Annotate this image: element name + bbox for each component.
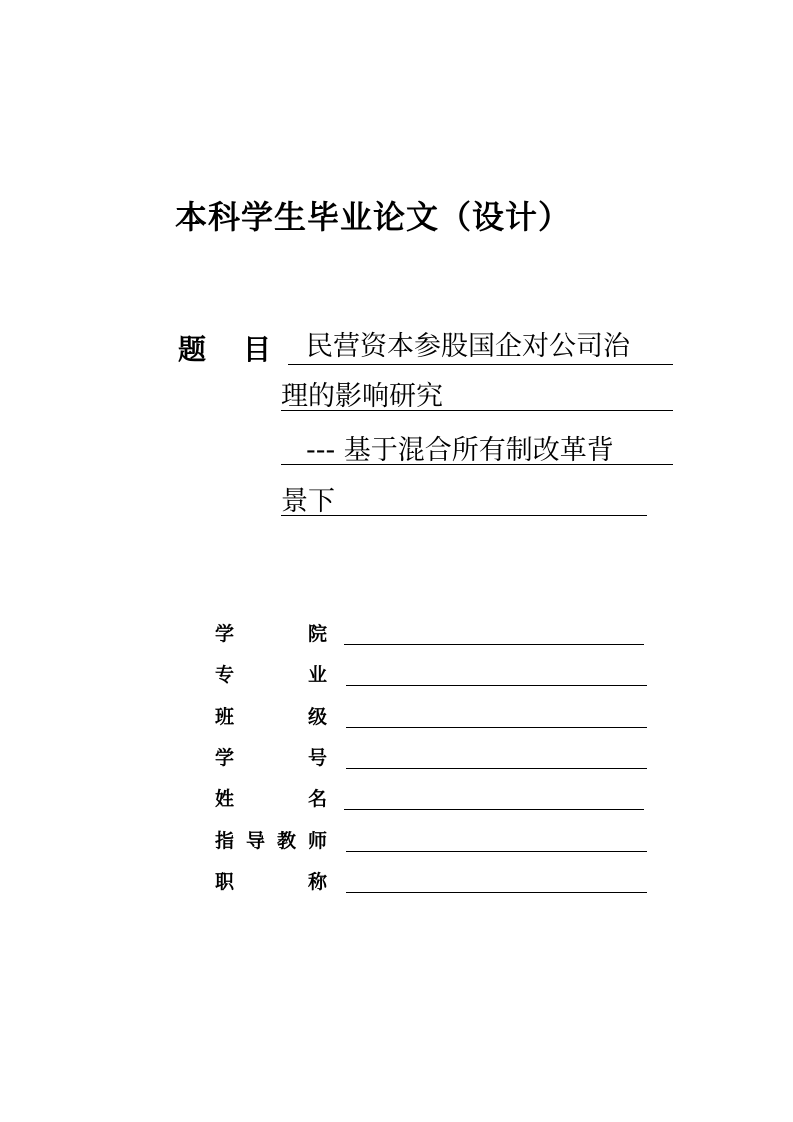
field-student-id-input-line: [346, 768, 647, 769]
field-college-input-line: [344, 644, 644, 645]
topic-line-2: 理的影响研究: [281, 381, 443, 412]
field-advisor-label: 指 导 教 师: [215, 830, 327, 852]
topic-underline-3: [281, 464, 673, 465]
thesis-cover-title: 本科学生毕业论文（设计）: [175, 198, 572, 236]
field-class-input-line: [346, 727, 647, 728]
topic-label-char-2: 目: [243, 333, 272, 366]
field-title-input-line: [346, 892, 647, 893]
topic-underline-4: [281, 515, 647, 516]
topic-label: [178, 328, 272, 368]
field-college-label: 学 院: [215, 623, 327, 645]
field-major-label: 专 业: [215, 664, 327, 686]
topic-underline-2: [281, 410, 673, 411]
topic-line-3: --- 基于混合所有制改革背: [306, 435, 614, 466]
field-advisor-input-line: [346, 851, 647, 852]
field-class-label: 班 级: [215, 706, 327, 728]
field-name-label: 姓 名: [215, 788, 327, 810]
topic-line-1: 民营资本参股国企对公司治: [306, 331, 630, 362]
topic-underline-1: [288, 364, 673, 365]
topic-label-char-1: 题: [178, 333, 207, 366]
field-major-input-line: [346, 685, 647, 686]
field-name-input-line: [344, 809, 644, 810]
field-title-label: 职 称: [215, 871, 327, 893]
field-student-id-label: 学 号: [215, 747, 327, 769]
topic-line-4: 景下: [281, 486, 335, 517]
